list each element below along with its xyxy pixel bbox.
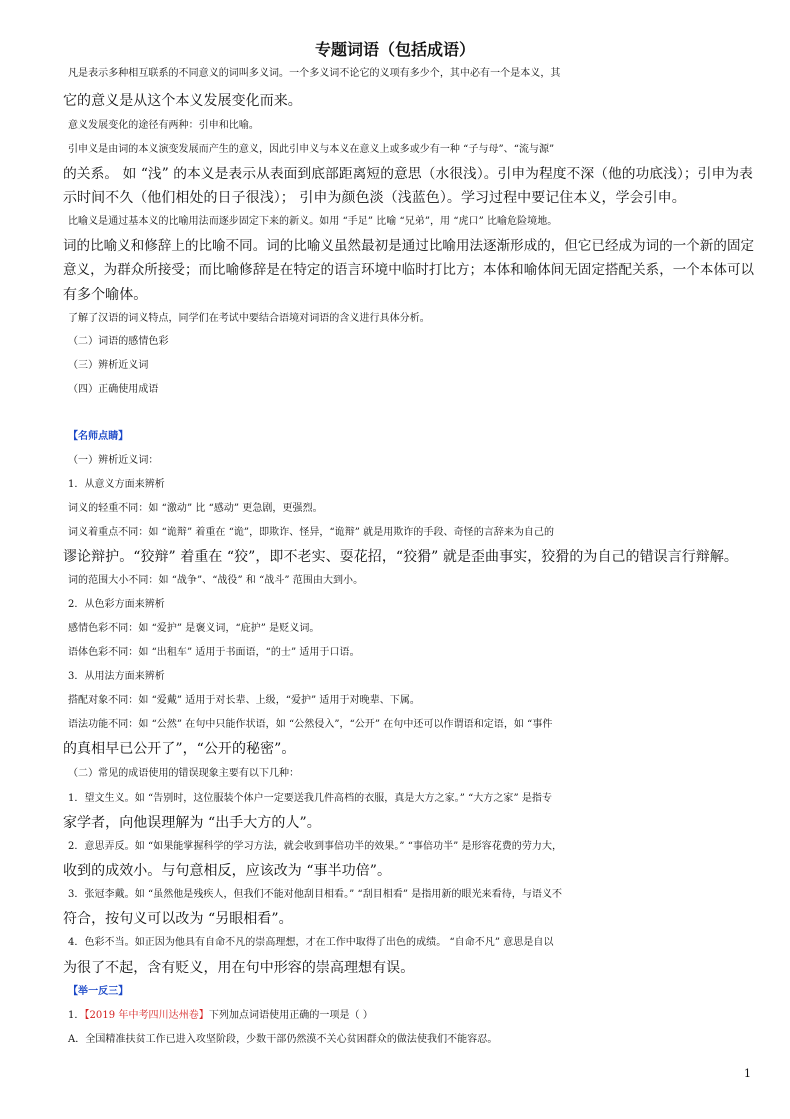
text-line: 词义着重点不同：如 “诡辩” 着重在 “诡”，即欺诈、怪异，“诡辩” 就是用欺诈的手段、奇怪的言辞来为自己的 bbox=[68, 527, 555, 538]
text-line: 搭配对象不同：如 “爱戴” 适用于对长辈、上级，“爱护” 适用于对晚辈、下属。 bbox=[68, 695, 420, 706]
text-line: 词的比喻义和修辞上的比喻不同。词的比喻义虽然最初是通过比喻用法逐渐形成的，但它已经成为词的一个新的固定 bbox=[63, 238, 755, 254]
text-line: 引申义是由词的本义演变发展而产生的意义，因此引申义与本义在意义上或多或少有一种 “子与母”、“流与源” bbox=[68, 144, 555, 155]
text-line: （二）常见的成语使用的错误现象主要有以下几种： bbox=[68, 768, 300, 779]
text-line: 意义发展变化的途径有两种：引申和比喻。 bbox=[68, 120, 259, 131]
text-line: 的真相早已公开了”，“公开的秘密”。 bbox=[63, 741, 296, 757]
question-number: 1． bbox=[68, 1010, 85, 1021]
text-line: 比喻义是通过基本义的比喻用法而逐步固定下来的新义。如用 “手足” 比喻 “兄弟”，用 “虎口” 比喻危险境地。 bbox=[68, 216, 558, 227]
text-line: 感情色彩不同：如 “爱护” 是褒义词，“庇护” 是贬义词。 bbox=[68, 623, 320, 634]
section-heading: （三）辨析近义词 bbox=[68, 360, 149, 371]
text-line: 词义的轻重不同：如 “激动” 比 “感动” 更急剧，更强烈。 bbox=[68, 503, 323, 514]
teacher-tips-heading: 【名师点睛】 bbox=[68, 431, 129, 442]
text-line: 词的范围大小不同：如 “战争”、“战役” 和 “战斗” 范围由大到小。 bbox=[68, 575, 364, 586]
page-number: 1 bbox=[744, 1067, 751, 1080]
text-line: 有多个喻体。 bbox=[63, 287, 148, 303]
page-title: 专题词语（包括成语） bbox=[314, 40, 475, 59]
text-line: 3．从用法方面来辨析 bbox=[68, 671, 165, 682]
text-line: 的关系。 如 “浅” 的本义是表示从表面到底部距离短的意思（水很浅）。引申为程度不深（他的功底浅）；引申为表 bbox=[63, 166, 753, 182]
text-line: 收到的成效小。与句意相反，应该改为 “事半功倍”。 bbox=[63, 863, 392, 879]
text-line: 2．从色彩方面来辨析 bbox=[68, 599, 165, 610]
section-heading: （四）正确使用成语 bbox=[68, 384, 159, 395]
text-line: 它的意义是从这个本义发展变化而来。 bbox=[63, 93, 302, 109]
text-line: 谬论辩护。“狡辩” 着重在 “狡”，即不老实、耍花招，“狡猾” 就是歪曲事实，狡猾的为自己的错误言行辩解。 bbox=[63, 549, 738, 565]
text-line: 1．望文生义。如 “告别时，这位服装个体户一定要送我几件高档的衣服，真是大方之家。” “大方之家” 是指专 bbox=[68, 793, 552, 804]
text-line: 4．色彩不当。如正因为他具有自命不凡的崇高理想，才在工作中取得了出色的成绩。 “自命不凡” 意思是自以 bbox=[68, 937, 554, 948]
section-heading: （二）词语的感情色彩 bbox=[68, 336, 169, 347]
text-line: 1．从意义方面来辨析 bbox=[68, 479, 165, 490]
text-line: 3．张冠李戴。如 “虽然他是残疾人，但我们不能对他刮目相看。” “刮目相看” 是指用新的眼光来看待，与语义不 bbox=[68, 889, 563, 900]
text-line: 为很了不起，含有贬义，用在句中形容的崇高理想有误。 bbox=[63, 960, 415, 976]
practice-heading: 【举一反三】 bbox=[68, 986, 129, 997]
text-line: 符合，按句义可以改为 “另眼相看”。 bbox=[63, 911, 293, 927]
text-line: 2．意思弄反。如 “如果能掌握科学的学习方法，就会收到事倍功半的效果。” “事倍功半” 是形容花费的劳力大， bbox=[68, 841, 563, 852]
text-line: 语法功能不同：如 “公然” 在句中只能作状语，如 “公然侵入”，“公开” 在句中还可以作谓语和定语，如 “事件 bbox=[68, 719, 553, 730]
text-line: 了解了汉语的词义特点，同学们在考试中要结合语境对词语的含义进行具体分析。 bbox=[68, 313, 430, 324]
question-1 bbox=[68, 1006, 768, 1026]
text-line: 意义，为群众所接受；而比喻修辞是在特定的语言环境中临时打比方；本体和喻体间无固定搭配关系，一个本体可以 bbox=[63, 262, 755, 278]
text-line: （一）辨析近义词： bbox=[68, 455, 159, 466]
option-a: A．全国精准扶贫工作已进入攻坚阶段，少数干部仍然漠不关心贫困群众的做法使我们不能容忍。 bbox=[68, 1034, 498, 1045]
text-line: 语体色彩不同：如 “出租车” 适用于书面语，“的士” 适用于口语。 bbox=[68, 647, 360, 658]
text-line: 凡是表示多种相互联系的不同意义的词叫多义词。一个多义词不论它的义项有多少个，其中必有一个是本义，其 bbox=[68, 68, 561, 79]
question-source: 【2019 年中考四川达州卷】 bbox=[84, 1010, 209, 1021]
text-line: 示时间不久（他们相处的日子很浅）； 引申为颜色淡（浅蓝色）。学习过程中要记住本义，学会引申。 bbox=[63, 190, 686, 206]
text-line: 家学者，向他误理解为 “出手大方的人”。 bbox=[63, 815, 321, 831]
question-stem: 下列加点词语使用正确的一项是（ ） bbox=[208, 1010, 373, 1021]
